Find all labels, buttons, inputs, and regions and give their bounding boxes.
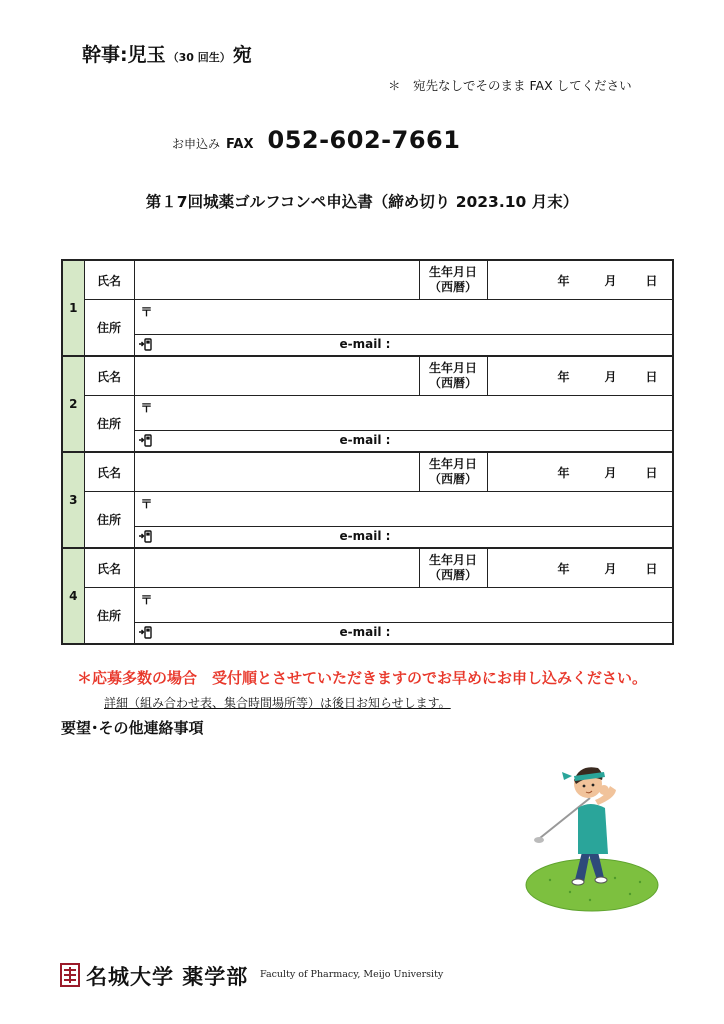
email-label: e-mail : — [339, 433, 391, 447]
name-label: 氏名 — [84, 548, 134, 588]
entry-block — [62, 260, 673, 356]
contact-field[interactable] — [134, 335, 673, 357]
day-label: 日 — [645, 562, 658, 576]
birthdate-label — [419, 548, 487, 588]
birthdate-label-line1: 生年月日 — [428, 361, 477, 375]
zip-mark: 〒 — [140, 593, 153, 607]
phone-icon — [138, 530, 152, 543]
address-field[interactable] — [134, 492, 673, 527]
birthdate-label — [419, 452, 487, 492]
footer-english: Faculty of Pharmacy, Meijo University — [260, 969, 444, 980]
name-field[interactable] — [134, 356, 419, 396]
fax-note: ＊ 宛先なしでそのまま FAX してください — [388, 78, 632, 93]
zip-mark: 〒 — [140, 497, 153, 511]
birthdate-label — [419, 356, 487, 396]
phone-icon — [138, 338, 152, 351]
address-label: 住所 — [84, 300, 134, 357]
footer-logo — [60, 961, 444, 989]
birthdate-field[interactable] — [487, 260, 673, 300]
birthdate-field[interactable] — [487, 452, 673, 492]
zip-mark: 〒 — [140, 401, 153, 415]
name-field[interactable] — [134, 452, 419, 492]
addressee-class: （30 回生） — [167, 51, 231, 64]
name-field[interactable] — [134, 260, 419, 300]
entry-number: 3 — [62, 452, 84, 548]
email-label: e-mail : — [339, 625, 391, 639]
name-field[interactable] — [134, 548, 419, 588]
address-field[interactable] — [134, 588, 673, 623]
birthdate-label-line2: （西暦） — [428, 376, 477, 390]
golfer-illustration — [520, 760, 660, 915]
contact-field[interactable] — [134, 527, 673, 549]
address-label: 住所 — [84, 396, 134, 453]
month-label: 月 — [604, 466, 617, 480]
notice: ＊応募多数の場合 受付順とさせていただきますのでお早めにお申し込みください。 — [76, 669, 647, 687]
year-label: 年 — [557, 466, 570, 480]
entry-block — [62, 548, 673, 644]
day-label: 日 — [645, 274, 658, 288]
year-label: 年 — [557, 274, 570, 288]
address-field[interactable] — [134, 300, 673, 335]
addressee — [82, 40, 252, 67]
entry-number: 1 — [62, 260, 84, 356]
month-label: 月 — [604, 562, 617, 576]
name-label: 氏名 — [84, 260, 134, 300]
birthdate-label-line2: （西暦） — [428, 472, 477, 486]
year-label: 年 — [557, 562, 570, 576]
day-label: 日 — [645, 466, 658, 480]
detail-note: 詳細（組み合わせ表、集合時間場所等）は後日お知らせします。 — [104, 696, 451, 710]
addressee-name: 幹事:児玉 — [82, 44, 166, 66]
birthdate-field[interactable] — [487, 356, 673, 396]
contact-field[interactable] — [134, 431, 673, 453]
name-label: 氏名 — [84, 452, 134, 492]
birthdate-label-line2: （西暦） — [428, 280, 477, 294]
entry-number: 4 — [62, 548, 84, 644]
address-field[interactable] — [134, 396, 673, 431]
footer-university: 名城大学 薬学部 — [86, 964, 249, 989]
contact-field[interactable] — [134, 623, 673, 645]
entry-table — [61, 259, 674, 645]
birthdate-label-line1: 生年月日 — [428, 553, 477, 567]
birthdate-label-line2: （西暦） — [428, 568, 477, 582]
month-label: 月 — [604, 274, 617, 288]
fax-label: FAX — [226, 137, 254, 152]
entry-number: 2 — [62, 356, 84, 452]
zip-mark: 〒 — [140, 305, 153, 319]
entry-block — [62, 356, 673, 452]
fax-line — [172, 126, 460, 154]
birthdate-label-line1: 生年月日 — [428, 265, 477, 279]
birthdate-field[interactable] — [487, 548, 673, 588]
requests-label: 要望･その他連絡事項 — [61, 719, 204, 737]
address-label: 住所 — [84, 492, 134, 549]
birthdate-label-line1: 生年月日 — [428, 457, 477, 471]
entry-block — [62, 452, 673, 548]
email-label: e-mail : — [339, 529, 391, 543]
form-title: 第１7回城薬ゴルフコンペ申込書（締め切り 2023.10 月末） — [145, 193, 579, 211]
year-label: 年 — [557, 370, 570, 384]
fax-prefix: お申込み — [172, 137, 221, 151]
month-label: 月 — [604, 370, 617, 384]
university-crest-icon — [60, 963, 80, 987]
day-label: 日 — [645, 370, 658, 384]
birthdate-label — [419, 260, 487, 300]
name-label: 氏名 — [84, 356, 134, 396]
address-label: 住所 — [84, 588, 134, 645]
phone-icon — [138, 626, 152, 639]
fax-number: 052-602-7661 — [267, 126, 461, 154]
email-label: e-mail : — [339, 337, 391, 351]
addressee-suffix: 宛 — [232, 44, 252, 66]
phone-icon — [138, 434, 152, 447]
